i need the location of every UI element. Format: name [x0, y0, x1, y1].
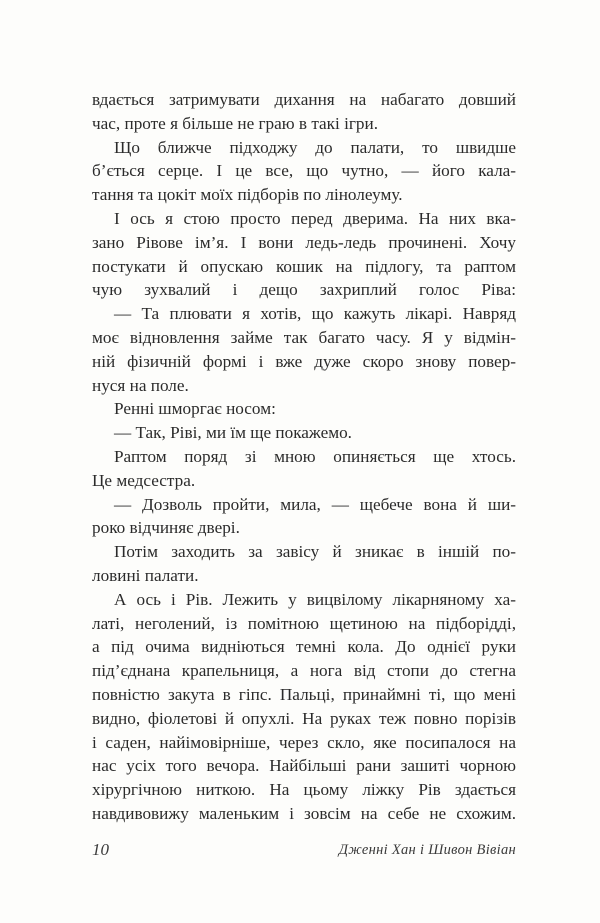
text-line: латі, неголений, із помітною щетиною на підборідді, — [92, 613, 516, 633]
page-number: 10 — [92, 840, 109, 859]
text-line: постукати й опускаю кошик на підлогу, та раптом — [92, 256, 516, 276]
text-line: б’ється серце. І це все, що чутно, — його кала- — [92, 161, 516, 181]
text-line: А ось і Рів. Лежить у вицвілому лікарняному ха- — [114, 589, 516, 609]
text-line: І ось я стою просто перед дверима. На них вка- — [114, 208, 516, 228]
text-line: зано Рівове ім’я. І вони ледь-ледь прочинені. Хочу — [92, 232, 516, 252]
paragraph — [92, 136, 516, 207]
page-body-text — [92, 88, 516, 826]
paragraph — [92, 493, 516, 541]
text-line: Раптом поряд зі мною опиняється ще хтось. — [114, 446, 516, 466]
text-line: тання та цокіт моїх підборів по лінолеуму. — [92, 185, 403, 205]
text-line: чую зухвалий і дещо захриплий голос Ріва: — [92, 280, 516, 300]
text-line: моє відновлення займе так багато часу. Я у відмін- — [92, 327, 516, 347]
paragraph — [92, 207, 516, 302]
text-line: — Дозволь пройти, мила, — щебече вона й ши- — [114, 494, 516, 514]
text-line: нуся на поле. — [92, 375, 189, 395]
paragraph — [92, 421, 516, 445]
text-line: роко відчиняє двері. — [92, 518, 240, 538]
text-line: під’єднана крапельниця, а нога від стопи до стегна — [92, 661, 516, 681]
text-line: повністю закута в гіпс. Пальці, принаймні ті, що мені — [92, 684, 516, 704]
text-line: час, проте я більше не граю в такі ігри. — [92, 113, 379, 133]
page-footer — [92, 840, 516, 864]
text-line: Що ближче підходжу до палати, то швидше — [114, 137, 516, 157]
text-line: нас усіх того вечора. Найбільші рани зашиті чорною — [92, 756, 516, 776]
text-line: і саден, найімовірніше, через скло, яке посипалося на — [92, 732, 516, 752]
text-line: Ренні шморгає носом: — [114, 399, 276, 419]
paragraph — [92, 445, 516, 493]
text-line: хірургічною ниткою. На цьому ліжку Рів здається — [92, 780, 516, 800]
paragraph — [92, 397, 516, 421]
text-line: Потім заходить за завісу й зникає в іншій по- — [114, 542, 516, 562]
text-line: вдається затримувати дихання на набагато довший — [92, 90, 516, 109]
paragraph — [92, 588, 516, 826]
text-line: ній фізичній формі і вже дуже скоро знову повер- — [92, 351, 516, 371]
text-line: а під очима видніються темні кола. До однієї руки — [92, 637, 516, 657]
text-line: Це медсестра. — [92, 470, 196, 490]
paragraph — [92, 88, 516, 136]
text-line: видно, фіолетові й опухлі. На руках теж повно порізів — [92, 708, 516, 728]
text-line: ловині палати. — [92, 565, 199, 585]
paragraph — [92, 302, 516, 397]
paragraph — [92, 540, 516, 588]
text-line: — Так, Ріві, ми їм ще покажемо. — [114, 423, 352, 443]
text-line: навдивовижу маленьким і зовсім на себе не схожим. — [92, 803, 516, 823]
running-head-authors: Дженні Хан і Шивон Вівіан — [338, 842, 516, 858]
text-line: — Та плювати я хотів, що кажуть лікарі. Навряд — [114, 304, 516, 324]
